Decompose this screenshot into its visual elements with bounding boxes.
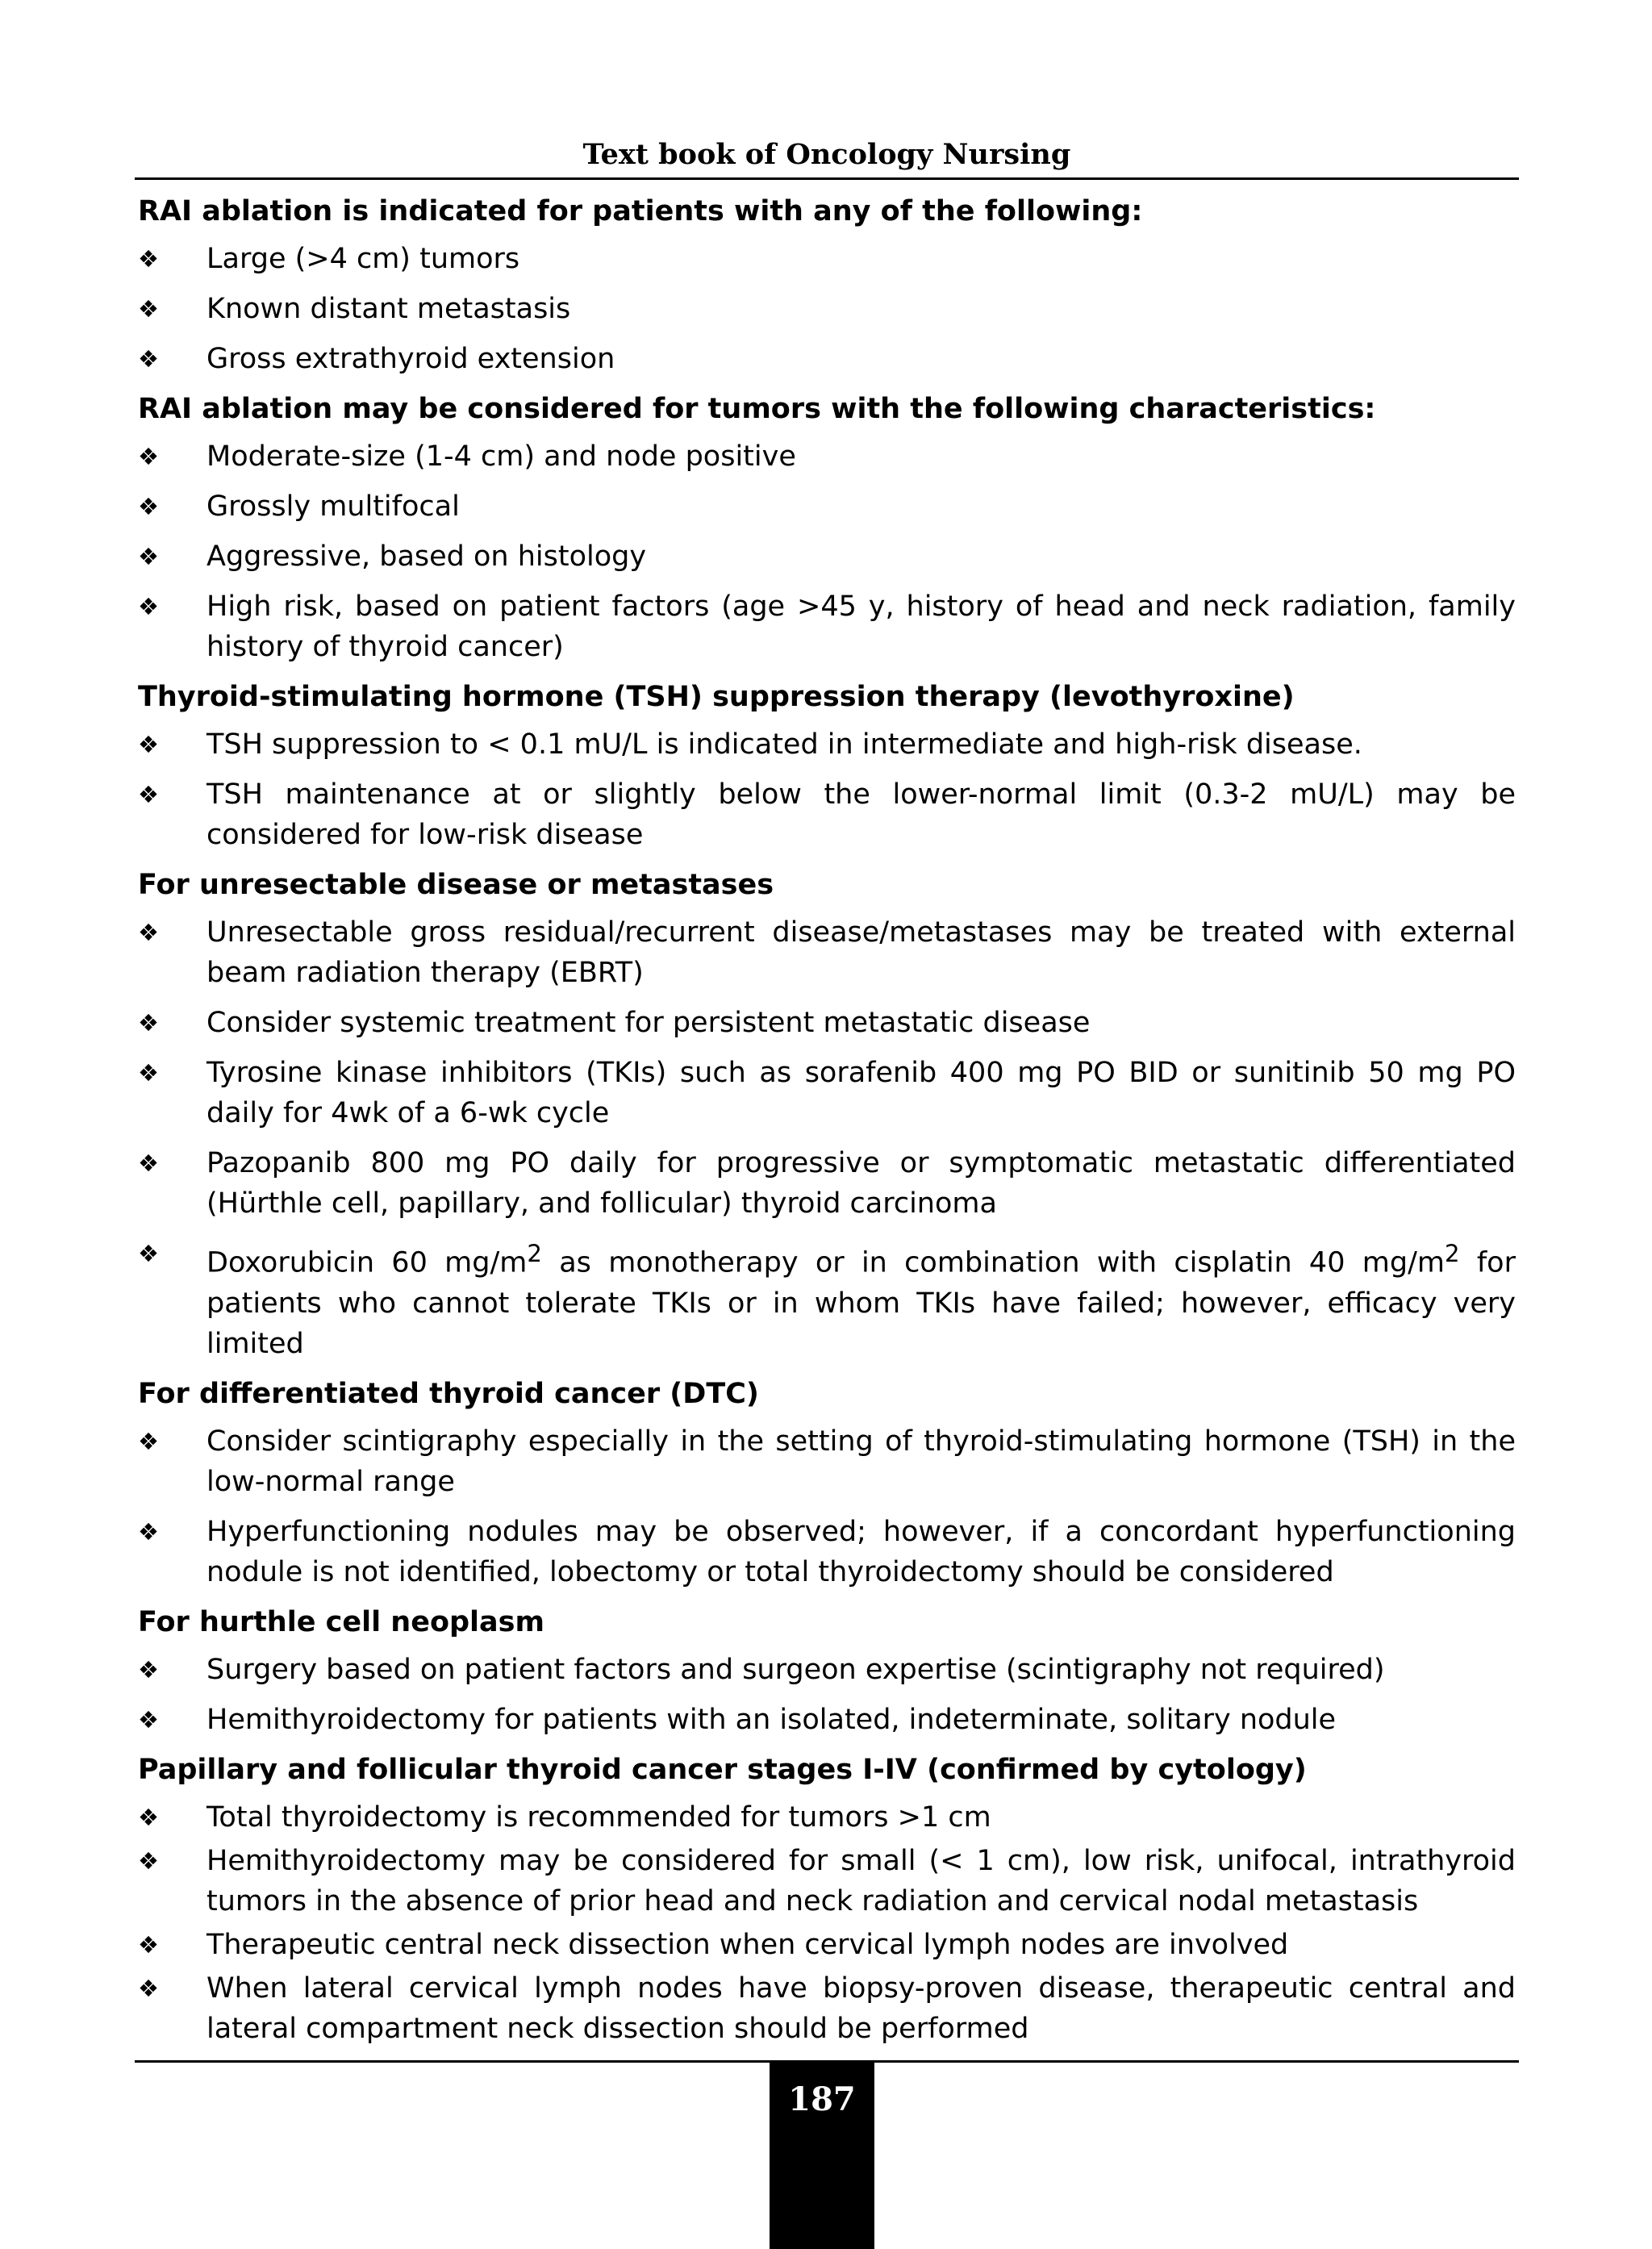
- section-heading: For differentiated thyroid cancer (DTC): [138, 1377, 759, 1410]
- diamond-bullet-icon: ❖: [138, 731, 159, 758]
- list-item: ❖ Hyperfunctioning nodules may be observed; however, if a concordant hyperfunctioning nodule is not identified, lobectomy or total thyroidectomy should be considered: [138, 1512, 1516, 1592]
- list-item: ❖ Pazopanib 800 mg PO daily for progressive or symptomatic metastatic differentiated (Hürthle cell, papillary, and follicular) thyroid carcinoma: [138, 1143, 1516, 1224]
- list-item: ❖ Aggressive, based on histology: [138, 536, 1516, 577]
- diamond-bullet-icon: ❖: [138, 1009, 159, 1037]
- list-item: ❖ High risk, based on patient factors (age >45 y, history of head and neck radiation, family history of thyroid cancer): [138, 586, 1516, 667]
- running-header: Text book of Oncology Nursing: [135, 136, 1519, 180]
- diamond-bullet-icon: ❖: [138, 1803, 159, 1831]
- diamond-bullet-icon: ❖: [138, 1517, 159, 1546]
- diamond-bullet-icon: ❖: [138, 1240, 159, 1267]
- section-heading: Thyroid-stimulating hormone (TSH) suppression therapy (levothyroxine): [138, 681, 1295, 713]
- list-item: ❖ Known distant metastasis: [138, 289, 1516, 329]
- diamond-bullet-icon: ❖: [138, 1705, 159, 1734]
- section-heading: For unresectable disease or metastases: [138, 869, 774, 901]
- diamond-bullet-icon: ❖: [138, 345, 159, 373]
- section-heading: RAI ablation may be considered for tumors with the following characteristics:: [138, 393, 1376, 425]
- list-item-doxorubicin: ❖ Doxorubicin 60 $mg/m^2$ as monotherapy or in combination with cisplatin 40 $mg/m^2$ for patients who cannot tolerate TKIs or in whom TKIs have failed; however, efficacy very limited: [138, 1233, 1516, 1364]
- list-item: ❖ Large (>4 cm) tumors: [138, 239, 1516, 279]
- page-body: [138, 187, 1516, 2052]
- diamond-bullet-icon: ❖: [138, 1150, 159, 1177]
- list-item: ❖ TSH suppression to < 0.1 mU/L is indicated in intermediate and high-risk disease.: [138, 724, 1516, 765]
- section-heading: For hurthle cell neoplasm: [138, 1605, 544, 1638]
- list-item: ❖ Therapeutic central neck dissection when cervical lymph nodes are involved: [138, 1925, 1516, 1965]
- list-item: ❖ Total thyroidectomy is recommended for tumors >1 cm: [138, 1797, 1516, 1838]
- section-heading: Papillary and follicular thyroid cancer stages I-IV (confirmed by cytology): [138, 1753, 1307, 1786]
- list-item: ❖ Surgery based on patient factors and surgeon expertise (scintigraphy not required): [138, 1650, 1516, 1690]
- diamond-bullet-icon: ❖: [138, 1974, 159, 2002]
- list-item: ❖ Hemithyroidectomy for patients with an isolated, indeterminate, solitary nodule: [138, 1700, 1516, 1740]
- list-item: ❖ Moderate-size (1-4 cm) and node positive: [138, 436, 1516, 477]
- page-number: 187: [770, 2063, 874, 2249]
- section-heading: RAI ablation is indicated for patients with any of the following:: [138, 195, 1143, 227]
- diamond-bullet-icon: ❖: [138, 1655, 159, 1684]
- diamond-bullet-icon: ❖: [138, 781, 159, 808]
- list-item: ❖ Tyrosine kinase inhibitors (TKIs) such as sorafenib 400 mg PO BID or sunitinib 50 mg PO daily for 4wk of a 6-wk cycle: [138, 1053, 1516, 1133]
- diamond-bullet-icon: ❖: [138, 593, 159, 620]
- diamond-bullet-icon: ❖: [138, 245, 159, 273]
- diamond-bullet-icon: ❖: [138, 295, 159, 323]
- list-item: ❖ Hemithyroidectomy may be considered for small (< 1 cm), low risk, unifocal, intrathyroid tumors in the absence of prior head and neck radiation and cervical nodal metastasis: [138, 1841, 1516, 1921]
- list-item: ❖ Gross extrathyroid extension: [138, 339, 1516, 379]
- diamond-bullet-icon: ❖: [138, 1930, 159, 1959]
- diamond-bullet-icon: ❖: [138, 919, 159, 946]
- diamond-bullet-icon: ❖: [138, 543, 159, 570]
- list-item: ❖ Consider systemic treatment for persistent metastatic disease: [138, 1003, 1516, 1043]
- diamond-bullet-icon: ❖: [138, 443, 159, 470]
- diamond-bullet-icon: ❖: [138, 1059, 159, 1087]
- list-item: ❖ Consider scintigraphy especially in the setting of thyroid-stimulating hormone (TSH) in the low-normal range: [138, 1421, 1516, 1502]
- list-item: ❖ When lateral cervical lymph nodes have biopsy-proven disease, therapeutic central and lateral compartment neck dissection should be performed: [138, 1968, 1516, 2049]
- diamond-bullet-icon: ❖: [138, 1846, 159, 1875]
- diamond-bullet-icon: ❖: [138, 1427, 159, 1455]
- diamond-bullet-icon: ❖: [138, 493, 159, 520]
- list-item: ❖ Unresectable gross residual/recurrent disease/metastases may be treated with external beam radiation therapy (EBRT): [138, 912, 1516, 993]
- list-item: ❖ Grossly multifocal: [138, 486, 1516, 527]
- list-item: ❖ TSH maintenance at or slightly below the lower-normal limit (0.3-2 mU/L) may be considered for low-risk disease: [138, 774, 1516, 855]
